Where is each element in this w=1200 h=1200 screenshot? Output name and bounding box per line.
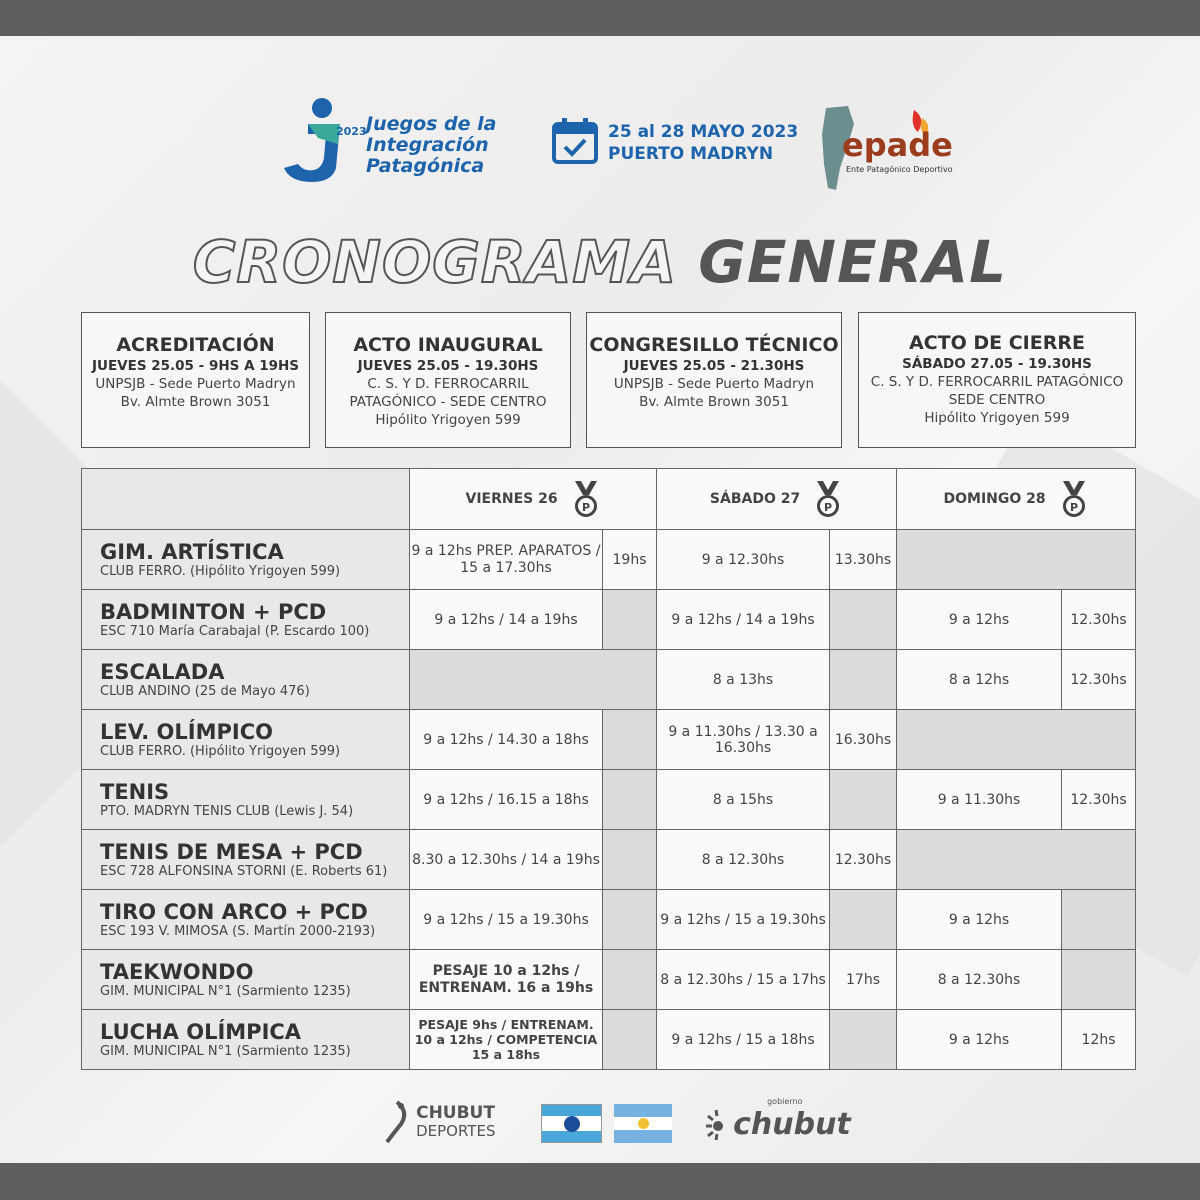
sport-name: TENIS (100, 779, 170, 804)
sport-name: LUCHA OLÍMPICA (100, 1019, 302, 1044)
title-part1: CRONOGRAMA (192, 228, 678, 296)
chubut-deportes-logo (383, 1100, 495, 1144)
info-when: JUEVES 25.05 - 21.30HS (623, 358, 805, 374)
info-box-acto-inaugural (325, 312, 571, 448)
info-line: SEDE CENTRO (948, 392, 1046, 408)
saturday-medal-time (830, 590, 897, 650)
info-box-congresillo (586, 312, 842, 448)
medal-icon (1059, 479, 1089, 519)
friday-schedule: 9 a 12hs / 14.30 a 18hs (410, 710, 603, 770)
sport-venue: GIM. MUNICIPAL N°1 (Sarmiento 1235) (100, 983, 351, 999)
sport-cell (82, 830, 410, 890)
info-title: ACREDITACIÓN (116, 334, 275, 356)
day-label: DOMINGO 28 (943, 491, 1046, 507)
sunday-medal-time (1062, 950, 1136, 1010)
info-title: ACTO DE CIERRE (909, 332, 1085, 354)
sport-venue: CLUB FERRO. (Hipólito Yrigoyen 599) (100, 743, 341, 759)
friday-schedule: 9 a 12hs / 16.15 a 18hs (410, 770, 603, 830)
saturday-schedule: 9 a 11.30hs / 13.30 a 16.30hs (657, 710, 830, 770)
info-line: Bv. Almte Brown 3051 (639, 394, 789, 410)
info-box-acreditacion (81, 312, 310, 448)
medal-icon (571, 479, 601, 519)
sport-venue: CLUB FERRO. (Hipólito Yrigoyen 599) (100, 563, 341, 579)
info-line: Hipólito Yrigoyen 599 (375, 412, 521, 428)
sunday-medal-time: 12.30hs (1062, 590, 1136, 650)
table-row (82, 890, 1136, 950)
epade-name: epade (842, 126, 953, 164)
sport-name: GIM. ARTÍSTICA (100, 539, 284, 564)
day-label: SÁBADO 27 (709, 491, 801, 507)
friday-medal-time (603, 1010, 657, 1070)
table-row (82, 710, 1136, 770)
sunday-schedule: 8 a 12hs (897, 650, 1062, 710)
chubut-brand-text: chubut (733, 1106, 851, 1142)
info-line: Bv. Almte Brown 3051 (120, 394, 271, 410)
info-line: UNPSJB - Sede Puerto Madryn (613, 376, 815, 392)
saturday-medal-time (830, 1010, 897, 1070)
gobierno-chubut-logo (704, 1096, 851, 1142)
svg-text:P: P (581, 501, 590, 514)
saturday-schedule: 9 a 12.30hs (657, 530, 830, 590)
friday-medal-time (603, 950, 657, 1010)
table-row (82, 530, 1136, 590)
saturday-schedule: 8 a 12.30hs (657, 830, 830, 890)
sunday-medal-time: 12.30hs (1062, 650, 1136, 710)
top-band (0, 0, 1200, 36)
argentina-flag-icon (614, 1104, 672, 1143)
chubut-flag-icon (541, 1104, 602, 1143)
juegos-line3: Patagónica (366, 155, 485, 177)
chubut-text: CHUBUT (416, 1103, 495, 1123)
friday-schedule: 9 a 12hs PREP. APARATOS / 15 a 17.30hs (410, 530, 603, 590)
day-header-sunday (897, 469, 1136, 530)
gobierno-text: gobierno (767, 1096, 803, 1106)
sport-name: TAEKWONDO (100, 959, 254, 984)
table-row (82, 770, 1136, 830)
sunday-schedule: 9 a 11.30hs (897, 770, 1062, 830)
saturday-schedule: 9 a 12hs / 15 a 19.30hs (657, 890, 830, 950)
friday-medal-time (603, 830, 657, 890)
day-header-friday (410, 469, 657, 530)
juegos-logo-icon (278, 98, 368, 188)
header-empty-cell (82, 469, 410, 530)
day-header-saturday (657, 469, 897, 530)
day-label: VIERNES 26 (465, 491, 558, 507)
date-range: 25 al 28 MAYO 2023 (608, 122, 799, 142)
sun-icon (704, 1106, 728, 1142)
event-city: PUERTO MADRYN (608, 144, 774, 164)
title-part2: GENERAL (698, 228, 1008, 296)
info-line: UNPSJB - Sede Puerto Madryn (95, 376, 296, 392)
juegos-line1: Juegos de la (366, 113, 497, 135)
sport-cell (82, 530, 410, 590)
sunday-medal-time: 12.30hs (1062, 770, 1136, 830)
sport-cell (82, 770, 410, 830)
info-when: JUEVES 25.05 - 19.30HS (357, 358, 539, 374)
sunday-schedule: 9 a 12hs (897, 890, 1062, 950)
info-line: C. S. Y D. FERROCARRIL PATAGÓNICO (870, 374, 1124, 390)
saturday-schedule: 8 a 13hs (657, 650, 830, 710)
saturday-medal-time (830, 770, 897, 830)
bottom-band (0, 1163, 1200, 1200)
page-title (0, 228, 1200, 296)
sunday-schedule: 8 a 12.30hs (897, 950, 1062, 1010)
sport-venue: GIM. MUNICIPAL N°1 (Sarmiento 1235) (100, 1043, 351, 1059)
info-title: ACTO INAUGURAL (353, 334, 543, 356)
sport-cell (82, 650, 410, 710)
sport-cell (82, 710, 410, 770)
saturday-medal-time (830, 650, 897, 710)
sport-venue: ESC 710 María Carabajal (P. Escardo 100) (100, 623, 370, 639)
schedule-table (81, 468, 1136, 1070)
sport-cell (82, 1010, 410, 1070)
table-row (82, 830, 1136, 890)
info-when: JUEVES 25.05 - 9HS A 19HS (91, 358, 300, 374)
info-line: C. S. Y D. FERROCARRIL (367, 376, 529, 392)
juegos-year: 2023 (336, 125, 367, 138)
sport-name: ESCALADA (100, 659, 225, 684)
sport-venue: PTO. MADRYN TENIS CLUB (Lewis J. 54) (100, 803, 354, 819)
saturday-schedule: 9 a 12hs / 15 a 18hs (657, 1010, 830, 1070)
event-dates (608, 121, 798, 165)
friday-schedule: 8.30 a 12.30hs / 14 a 19hs (410, 830, 603, 890)
sunday-medal-time (1062, 890, 1136, 950)
sport-cell (82, 590, 410, 650)
friday-medal-time (603, 590, 657, 650)
table-row (82, 650, 1136, 710)
calendar-icon (552, 118, 598, 168)
svg-text:P: P (824, 501, 833, 514)
saturday-medal-time: 12.30hs (830, 830, 897, 890)
chubut-deportes-icon (383, 1100, 411, 1144)
table-header-row (82, 469, 1136, 530)
svg-text:P: P (1069, 501, 1078, 514)
friday-medal-time: 19hs (603, 530, 657, 590)
sunday-schedule (897, 830, 1136, 890)
friday-schedule: 9 a 12hs / 14 a 19hs (410, 590, 603, 650)
saturday-medal-time: 13.30hs (830, 530, 897, 590)
sport-venue: ESC 728 ALFONSINA STORNI (E. Roberts 61) (100, 863, 388, 879)
sport-venue: CLUB ANDINO (25 de Mayo 476) (100, 683, 310, 699)
sunday-schedule: 9 a 12hs (897, 1010, 1062, 1070)
info-line: PATAGÓNICO - SEDE CENTRO (349, 394, 547, 410)
juegos-logo-text (366, 114, 497, 177)
sunday-medal-time: 12hs (1062, 1010, 1136, 1070)
saturday-medal-time: 17hs (830, 950, 897, 1010)
saturday-medal-time: 16.30hs (830, 710, 897, 770)
sunday-schedule (897, 530, 1136, 590)
friday-medal-time (603, 890, 657, 950)
friday-schedule: 9 a 12hs / 15 a 19.30hs (410, 890, 603, 950)
friday-schedule: PESAJE 10 a 12hs / ENTRENAM. 16 a 19hs (410, 950, 603, 1010)
info-when: SÁBADO 27.05 - 19.30HS (902, 356, 1092, 372)
epade-subtitle: Ente Patagónico Deportivo (846, 165, 953, 174)
friday-medal-time (603, 770, 657, 830)
info-title: CONGRESILLO TÉCNICO (589, 334, 839, 356)
saturday-schedule: 8 a 15hs (657, 770, 830, 830)
table-row (82, 1010, 1136, 1070)
saturday-medal-time (830, 890, 897, 950)
info-box-acto-cierre (858, 312, 1136, 448)
table-row (82, 590, 1136, 650)
sport-name: TENIS DE MESA + PCD (100, 839, 363, 864)
sport-name: BADMINTON + PCD (100, 599, 327, 624)
sport-name: LEV. OLÍMPICO (100, 719, 273, 744)
saturday-schedule: 9 a 12hs / 14 a 19hs (657, 590, 830, 650)
friday-schedule: PESAJE 9hs / ENTRENAM. 10 a 12hs / COMPETENCIA 15 a 18hs (410, 1010, 603, 1070)
saturday-schedule: 8 a 12.30hs / 15 a 17hs (657, 950, 830, 1010)
medal-icon (813, 479, 843, 519)
sport-cell (82, 890, 410, 950)
friday-medal-time (603, 710, 657, 770)
juegos-line2: Integración (366, 134, 489, 156)
friday-schedule (410, 650, 657, 710)
sunday-schedule (897, 710, 1136, 770)
sport-name: TIRO CON ARCO + PCD (100, 899, 368, 924)
deportes-text: DEPORTES (416, 1122, 496, 1140)
sunday-schedule: 9 a 12hs (897, 590, 1062, 650)
table-row (82, 950, 1136, 1010)
sport-venue: ESC 193 V. MIMOSA (S. Martín 2000-2193) (100, 923, 376, 939)
sport-cell (82, 950, 410, 1010)
info-line: Hipólito Yrigoyen 599 (924, 410, 1070, 426)
